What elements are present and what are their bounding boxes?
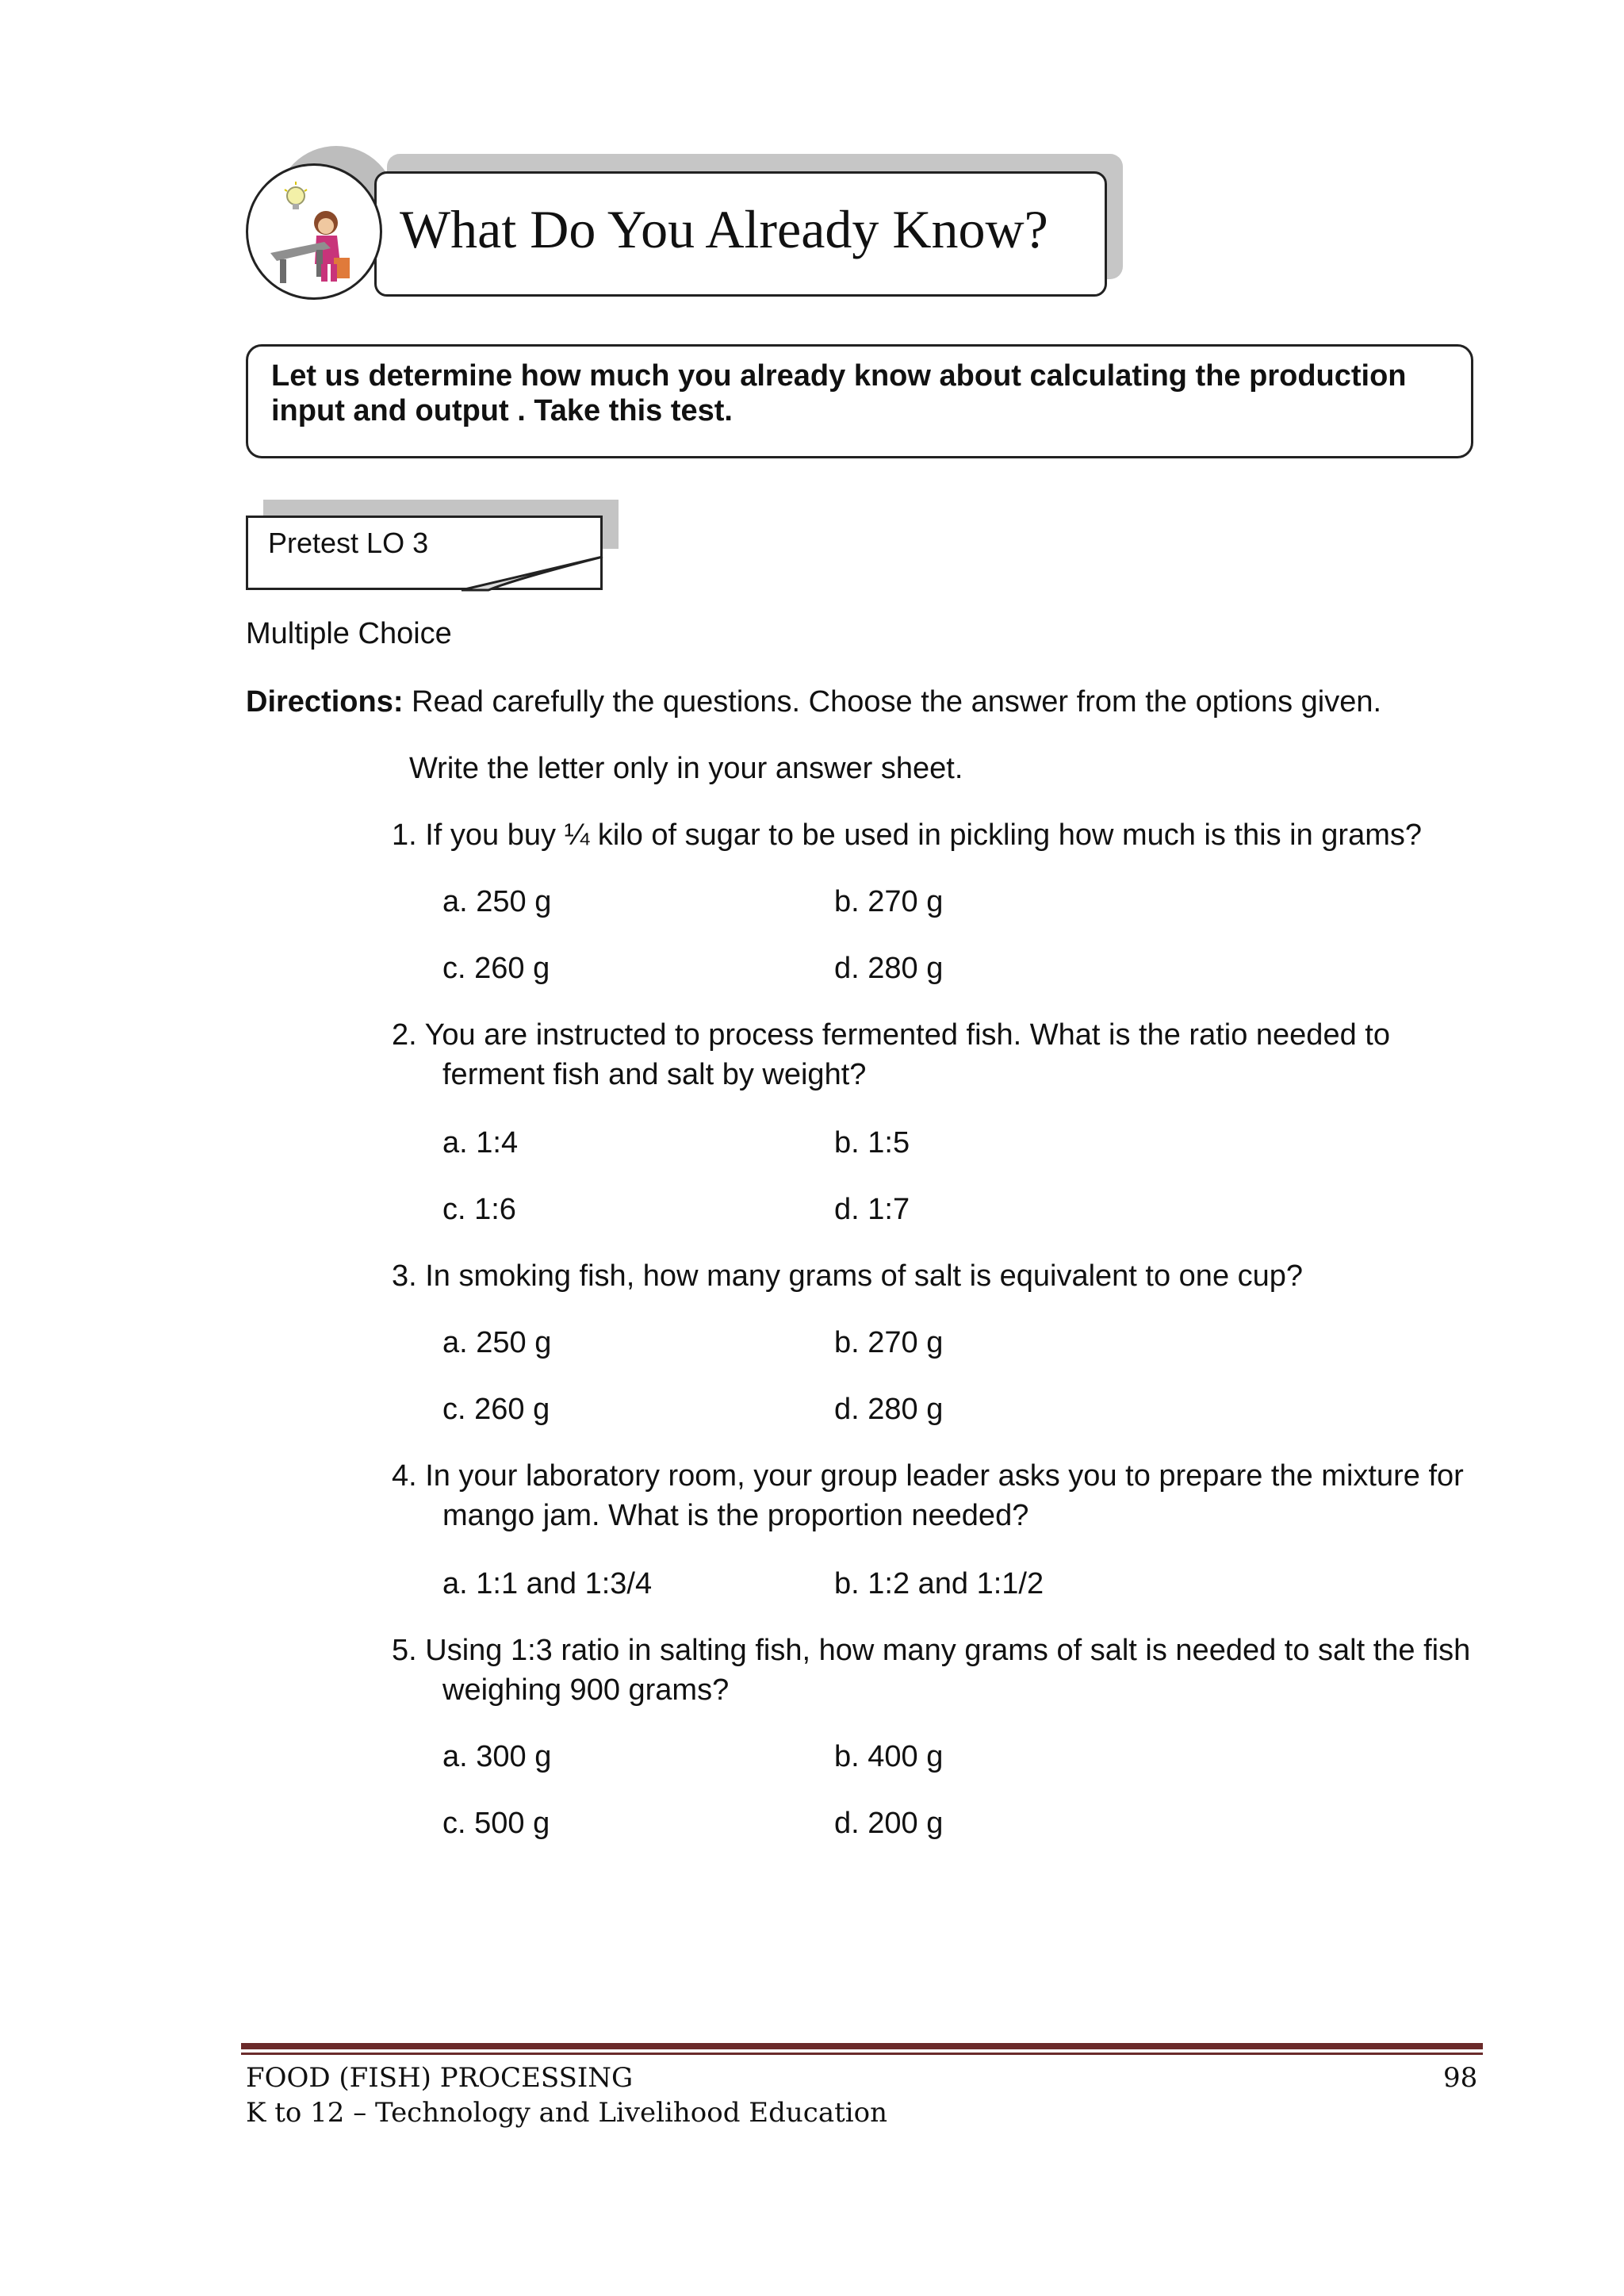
header-illustration-circle	[246, 163, 382, 300]
footer-curriculum: K to 12 – Technology and Livelihood Education	[246, 2097, 887, 2129]
question-2-option-d: d. 1:7	[834, 1193, 910, 1226]
directions	[246, 684, 1381, 720]
pretest-label: Pretest LO 3	[268, 527, 429, 559]
footer-rule-thick	[241, 2043, 1483, 2049]
question-1-option-c: c. 260 g	[442, 952, 550, 985]
section-type: Multiple Choice	[246, 617, 452, 650]
student-at-desk-icon	[248, 166, 380, 297]
question-5-text-line2: weighing 900 grams?	[442, 1673, 730, 1707]
question-3-option-a: a. 250 g	[442, 1326, 552, 1359]
page-title: What Do You Already Know?	[400, 199, 1048, 259]
question-2-option-a: a. 1:4	[442, 1126, 519, 1159]
footer-subject: FOOD (FISH) PROCESSING	[246, 2062, 634, 2094]
question-4-text-line2: mango jam. What is the proportion needed?	[442, 1499, 1029, 1532]
question-4-text: 4. In your laboratory room, your group leader asks you to prepare the mixture for	[392, 1459, 1464, 1493]
page-curl-icon	[460, 555, 604, 592]
question-4-option-a: a. 1:1 and 1:3/4	[442, 1567, 653, 1600]
question-3-text: 3. In smoking fish, how many grams of salt is equivalent to one cup?	[392, 1259, 1304, 1293]
question-3-option-c: c. 260 g	[442, 1393, 550, 1426]
question-2-option-b: b. 1:5	[834, 1126, 910, 1159]
question-3-option-d: d. 280 g	[834, 1393, 944, 1426]
question-4-option-b: b. 1:2 and 1:1/2	[834, 1567, 1044, 1600]
question-1-text: 1. If you buy ¼ kilo of sugar to be used in pickling how much is this in grams?	[392, 818, 1422, 852]
question-1-option-d: d. 280 g	[834, 952, 944, 985]
question-1-option-a: a. 250 g	[442, 885, 552, 918]
question-2-option-c: c. 1:6	[442, 1193, 516, 1226]
directions-text: Read carefully the questions. Choose the answer from the options given.	[403, 685, 1382, 719]
question-3-option-b: b. 270 g	[834, 1326, 944, 1359]
footer-rule-thin	[241, 2053, 1483, 2055]
question-5-text: 5. Using 1:3 ratio in salting fish, how many grams of salt is needed to salt the fish	[392, 1634, 1471, 1667]
directions-line2: Write the letter only in your answer sheet.	[409, 752, 963, 785]
question-1-option-b: b. 270 g	[834, 885, 944, 918]
question-5-option-d: d. 200 g	[834, 1807, 944, 1840]
question-2-text: 2. You are instructed to process fermented fish. What is the ratio needed to	[392, 1018, 1390, 1052]
question-5-option-c: c. 500 g	[442, 1807, 550, 1840]
page-number: 98	[1443, 2062, 1478, 2094]
directions-label: Directions:	[246, 685, 404, 719]
question-2-text-line2: ferment fish and salt by weight?	[442, 1058, 867, 1091]
question-5-option-b: b. 400 g	[834, 1740, 944, 1773]
intro-text: Let us determine how much you already know about calculating the production input and output . Take this test.	[271, 359, 1407, 427]
question-5-option-a: a. 300 g	[442, 1740, 552, 1773]
